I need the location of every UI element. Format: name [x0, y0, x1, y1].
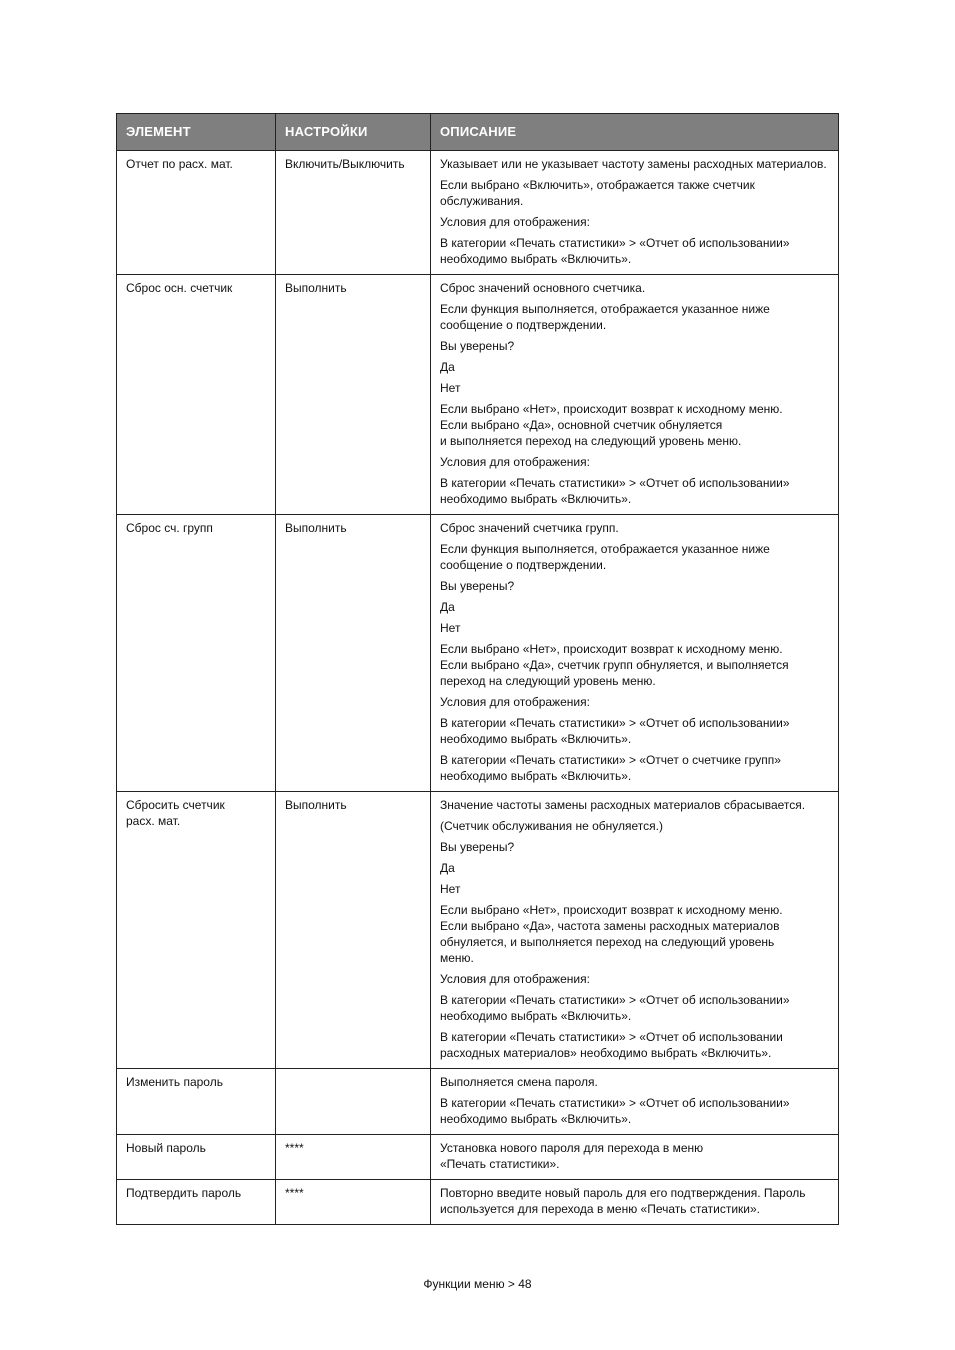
table-header-row: [117, 114, 839, 151]
description-paragraph: В категории «Печать статистики» > «Отчет об использовании» необходимо выбрать «Включить».: [440, 476, 790, 506]
cell-setting: Включить/Выключить: [276, 151, 431, 275]
description-paragraph: Нет: [440, 621, 461, 635]
cell-item: Подтвердить пароль: [117, 1180, 276, 1225]
cell-setting: ****: [276, 1135, 431, 1180]
description-paragraph: В категории «Печать статистики» > «Отчет об использовании расходных материалов» необходимо выбрать «Включить».: [440, 1030, 783, 1060]
description-paragraph: В категории «Печать статистики» > «Отчет о счетчике групп» необходимо выбрать «Включить».: [440, 753, 781, 783]
table-row: [117, 275, 839, 515]
header-description: ОПИСАНИЕ: [431, 114, 839, 151]
table-row: [117, 515, 839, 792]
table-row: [117, 1069, 839, 1135]
description-paragraph: В категории «Печать статистики» > «Отчет об использовании» необходимо выбрать «Включить».: [440, 236, 790, 266]
cell-item: Новый пароль: [117, 1135, 276, 1180]
cell-item: Изменить пароль: [117, 1069, 276, 1135]
description-paragraph: Да: [440, 861, 455, 875]
description-paragraph: Нет: [440, 381, 461, 395]
table-row: [117, 1180, 839, 1225]
menu-functions-table: [116, 113, 839, 1225]
description-paragraph: Да: [440, 360, 455, 374]
description-paragraph: В категории «Печать статистики» > «Отчет об использовании» необходимо выбрать «Включить».: [440, 993, 790, 1023]
cell-description: [431, 151, 839, 275]
table-row: [117, 792, 839, 1069]
description-paragraph: Условия для отображения:: [440, 455, 590, 469]
description-paragraph: Да: [440, 600, 455, 614]
description-paragraph: Выполняется смена пароля.: [440, 1075, 598, 1089]
description-paragraph: Сброс значений счетчика групп.: [440, 521, 619, 535]
cell-setting: Выполнить: [276, 515, 431, 792]
cell-setting: ****: [276, 1180, 431, 1225]
description-paragraph: Если выбрано «Нет», происходит возврат к исходному меню. Если выбрано «Да», основной счетчик обнуляется и выполняется переход на следующий уровень меню.: [440, 402, 783, 448]
cell-setting: [276, 1069, 431, 1135]
cell-item: Сбросить счетчик расх. мат.: [117, 792, 276, 1069]
description-paragraph: Значение частоты замены расходных материалов сбрасывается.: [440, 798, 806, 812]
description-paragraph: Установка нового пароля для перехода в меню «Печать статистики».: [440, 1141, 704, 1171]
header-item: ЭЛЕМЕНТ: [117, 114, 276, 151]
description-paragraph: Указывает или не указывает частоту замены расходных материалов.: [440, 157, 827, 171]
page-footer: Функции меню > 48: [423, 1277, 532, 1291]
description-paragraph: Сброс значений основного счетчика.: [440, 281, 646, 295]
description-paragraph: В категории «Печать статистики» > «Отчет об использовании» необходимо выбрать «Включить».: [440, 1096, 790, 1126]
description-paragraph: Условия для отображения:: [440, 215, 590, 229]
header-settings: НАСТРОЙКИ: [276, 114, 431, 151]
cell-description: [431, 1180, 839, 1225]
cell-item: Отчет по расх. мат.: [117, 151, 276, 275]
description-paragraph: Повторно введите новый пароль для его подтверждения. Пароль используется для перехода в меню «Печать статистики».: [440, 1186, 806, 1216]
description-paragraph: Вы уверены?: [440, 840, 515, 854]
description-paragraph: Нет: [440, 882, 461, 896]
description-paragraph: (Счетчик обслуживания не обнуляется.): [440, 819, 663, 833]
cell-description: [431, 1135, 839, 1180]
table-row: [117, 1135, 839, 1180]
description-paragraph: Если выбрано «Включить», отображается также счетчик обслуживания.: [440, 178, 755, 208]
description-paragraph: Условия для отображения:: [440, 972, 590, 986]
description-paragraph: Если выбрано «Нет», происходит возврат к исходному меню. Если выбрано «Да», частота замены расходных материалов обнуляется, и выполняется переход на следующий уровень меню.: [440, 903, 783, 965]
description-paragraph: Если функция выполняется, отображается указанное ниже сообщение о подтверждении.: [440, 542, 770, 572]
cell-setting: Выполнить: [276, 275, 431, 515]
cell-item: Сброс осн. счетчик: [117, 275, 276, 515]
cell-description: [431, 792, 839, 1069]
description-paragraph: Если функция выполняется, отображается указанное ниже сообщение о подтверждении.: [440, 302, 770, 332]
cell-setting: Выполнить: [276, 792, 431, 1069]
cell-description: [431, 275, 839, 515]
description-paragraph: В категории «Печать статистики» > «Отчет об использовании» необходимо выбрать «Включить».: [440, 716, 790, 746]
cell-description: [431, 1069, 839, 1135]
table-body: [117, 151, 839, 1225]
cell-item: Сброс сч. групп: [117, 515, 276, 792]
table-row: [117, 151, 839, 275]
description-paragraph: Если выбрано «Нет», происходит возврат к исходному меню. Если выбрано «Да», счетчик групп обнуляется, и выполняется переход на следующий уровень меню.: [440, 642, 789, 688]
description-paragraph: Условия для отображения:: [440, 695, 590, 709]
description-paragraph: Вы уверены?: [440, 579, 515, 593]
description-paragraph: Вы уверены?: [440, 339, 515, 353]
cell-description: [431, 515, 839, 792]
